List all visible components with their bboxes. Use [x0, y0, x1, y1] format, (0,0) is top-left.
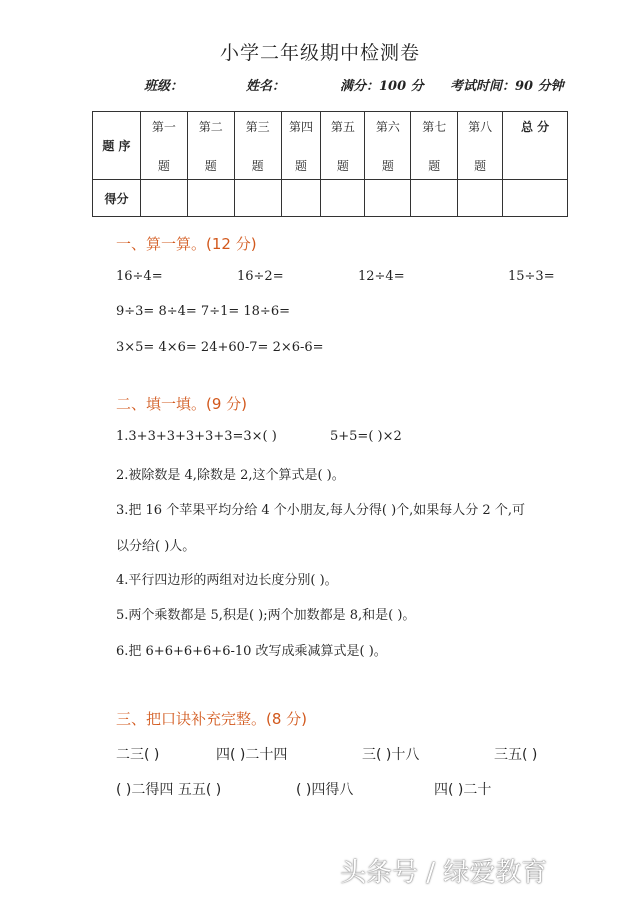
calc-item: 15÷3=: [508, 269, 555, 284]
fill-question-5: 5.两个乘数都是 5,积是( );两个加数都是 8,和是( )。: [116, 608, 416, 623]
rhyme-item: 三五( ): [494, 747, 538, 763]
section2-heading: 二、填一填。(9 分): [116, 395, 248, 413]
section3-heading: 三、把口诀补充完整。(8 分): [116, 710, 308, 728]
calc-item: 16÷4=: [116, 269, 163, 284]
column-header-3: 第三 题: [234, 112, 281, 180]
column-header-5: 第五 题: [321, 112, 365, 180]
rhyme-item: 三( )十八: [362, 747, 420, 763]
column-header-4: 第四 题: [281, 112, 321, 180]
column-header-6: 第六 题: [365, 112, 411, 180]
rhyme-item: 四( )二十: [434, 782, 492, 798]
rhyme-item: ( )二得四 五五( ): [116, 782, 222, 798]
page-title: 小学二年级期中检测卷: [219, 42, 420, 64]
score-cell-5[interactable]: [321, 180, 365, 217]
class-label: 班级：: [144, 79, 184, 94]
question-order-header: 题 序: [93, 112, 141, 180]
exam-time-label: 考试时间：90 分钟: [450, 79, 564, 94]
column-header-7: 第七 题: [411, 112, 458, 180]
name-label: 姓名：: [246, 79, 286, 94]
fill-question-2: 2.被除数是 4,除数是 2,这个算式是( )。: [116, 468, 345, 483]
score-row-label: 得分: [93, 180, 141, 217]
calc-row-3: 3×5= 4×6= 24+60-7= 2×6-6=: [116, 340, 324, 355]
fill-question-3a: 3.把 16 个苹果平均分给 4 个小朋友,每人分得( )个,如果每人分 2 个,可: [116, 503, 525, 518]
calc-row-2: 9÷3= 8÷4= 7÷1= 18÷6=: [116, 304, 290, 319]
fill-question-1b: 5+5=( )×2: [330, 429, 402, 444]
watermark: 头条号 / 绿爱教育: [340, 858, 548, 888]
fill-question-1a: 1.3+3+3+3+3+3=3×( ): [116, 429, 277, 444]
fill-question-3b: 以分给( )人。: [116, 539, 196, 554]
column-header-1: 第一 题: [140, 112, 187, 180]
calc-item: 16÷2=: [237, 269, 284, 284]
total-score-header: 总 分: [503, 112, 568, 180]
section1-heading: 一、算一算。(12 分): [116, 235, 257, 253]
rhyme-item: ( )四得八: [296, 782, 354, 798]
column-header-8: 第八 题: [458, 112, 503, 180]
calc-item: 12÷4=: [358, 269, 405, 284]
score-cell-8[interactable]: [458, 180, 503, 217]
column-header-2: 第二 题: [187, 112, 234, 180]
score-cell-7[interactable]: [411, 180, 458, 217]
full-score-label: 满分：100 分: [340, 79, 424, 94]
score-table: [92, 111, 568, 217]
score-cell-6[interactable]: [365, 180, 411, 217]
score-cell-total[interactable]: [503, 180, 568, 217]
fill-question-6: 6.把 6+6+6+6+6-10 改写成乘减算式是( )。: [116, 644, 387, 659]
rhyme-item: 四( )二十四: [216, 747, 288, 763]
rhyme-item: 二三( ): [116, 747, 160, 763]
fill-question-4: 4.平行四边形的两组对边长度分别( )。: [116, 573, 338, 588]
score-cell-1[interactable]: [140, 180, 187, 217]
score-cell-2[interactable]: [187, 180, 234, 217]
score-cell-4[interactable]: [281, 180, 321, 217]
score-cell-3[interactable]: [234, 180, 281, 217]
